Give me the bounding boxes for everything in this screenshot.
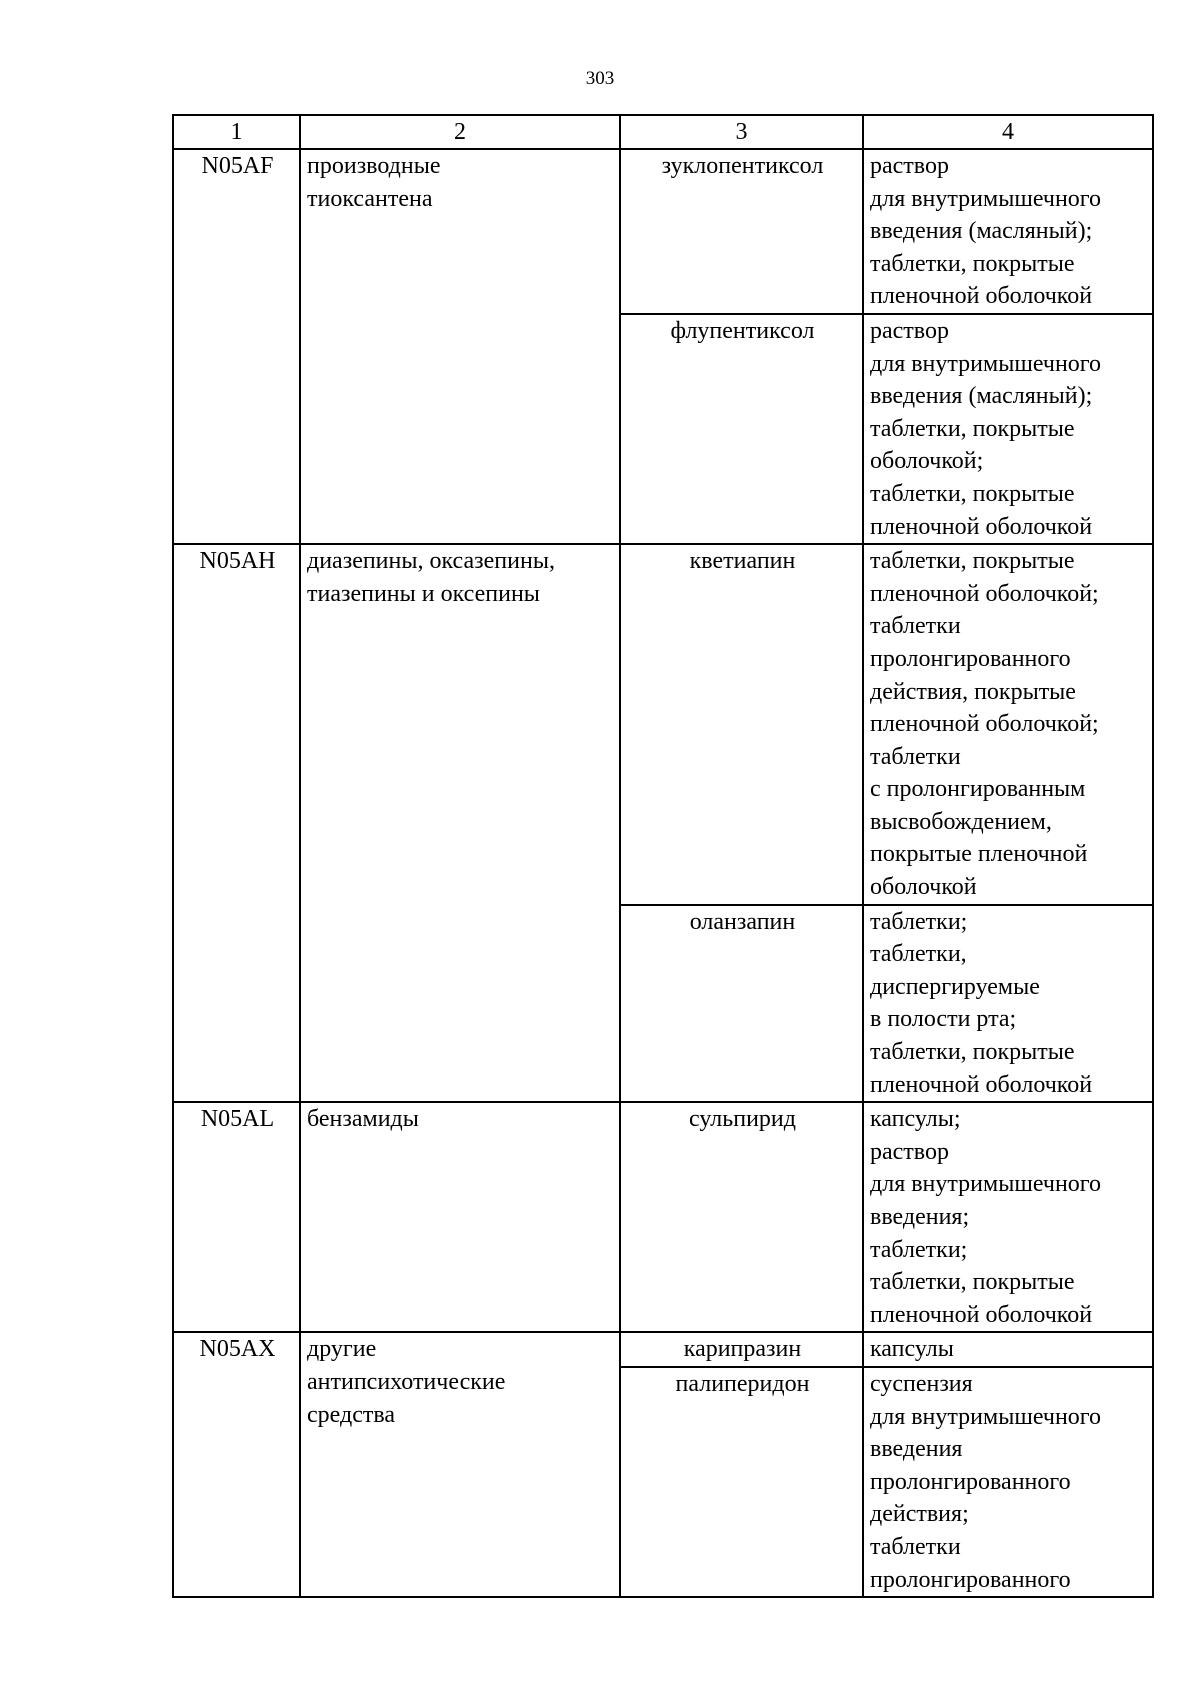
table-row — [173, 1102, 1153, 1332]
drug-table — [172, 114, 1154, 1598]
drug-group: другие антипсихотические средства — [300, 1332, 620, 1597]
drug-name: палиперидон — [620, 1367, 863, 1597]
atc-code: N05AH — [173, 544, 300, 1102]
column-header: 4 — [863, 115, 1153, 149]
drug-group: производные тиоксантена — [300, 149, 620, 544]
drug-name: карипразин — [620, 1332, 863, 1367]
atc-code: N05AL — [173, 1102, 300, 1332]
table-row — [173, 1332, 1153, 1367]
dosage-forms: таблетки; таблетки, диспергируемые в полости рта; таблетки, покрытые пленочной оболочкой — [863, 905, 1153, 1103]
column-header: 3 — [620, 115, 863, 149]
drug-name: оланзапин — [620, 905, 863, 1103]
atc-code: N05AX — [173, 1332, 300, 1597]
atc-code: N05AF — [173, 149, 300, 544]
dosage-forms: раствор для внутримышечного введения (масляный); таблетки, покрытые пленочной оболочкой — [863, 149, 1153, 314]
dosage-forms: капсулы; раствор для внутримышечного введения; таблетки; таблетки, покрытые пленочной оболочкой — [863, 1102, 1153, 1332]
table-row — [173, 544, 1153, 905]
drug-group: бензамиды — [300, 1102, 620, 1332]
dosage-forms: капсулы — [863, 1332, 1153, 1367]
drug-name: флупентиксол — [620, 314, 863, 544]
dosage-forms: таблетки, покрытые пленочной оболочкой; таблетки пролонгированного действия, покрытые пленочной оболочкой; таблетки с пролонгированным высвобождением, покрытые пленочной оболочкой — [863, 544, 1153, 905]
dosage-forms: суспензия для внутримышечного введения пролонгированного действия; таблетки пролонгированного — [863, 1367, 1153, 1597]
page-number: 303 — [585, 68, 615, 89]
drug-group: диазепины, оксазепины, тиазепины и оксепины — [300, 544, 620, 1102]
drug-name: зуклопентиксол — [620, 149, 863, 314]
drug-name: кветиапин — [620, 544, 863, 905]
table-row — [173, 149, 1153, 314]
table-header-row — [173, 115, 1153, 149]
drug-name: сульпирид — [620, 1102, 863, 1332]
dosage-forms: раствор для внутримышечного введения (масляный); таблетки, покрытые оболочкой; таблетки, покрытые пленочной оболочкой — [863, 314, 1153, 544]
column-header: 1 — [173, 115, 300, 149]
column-header: 2 — [300, 115, 620, 149]
